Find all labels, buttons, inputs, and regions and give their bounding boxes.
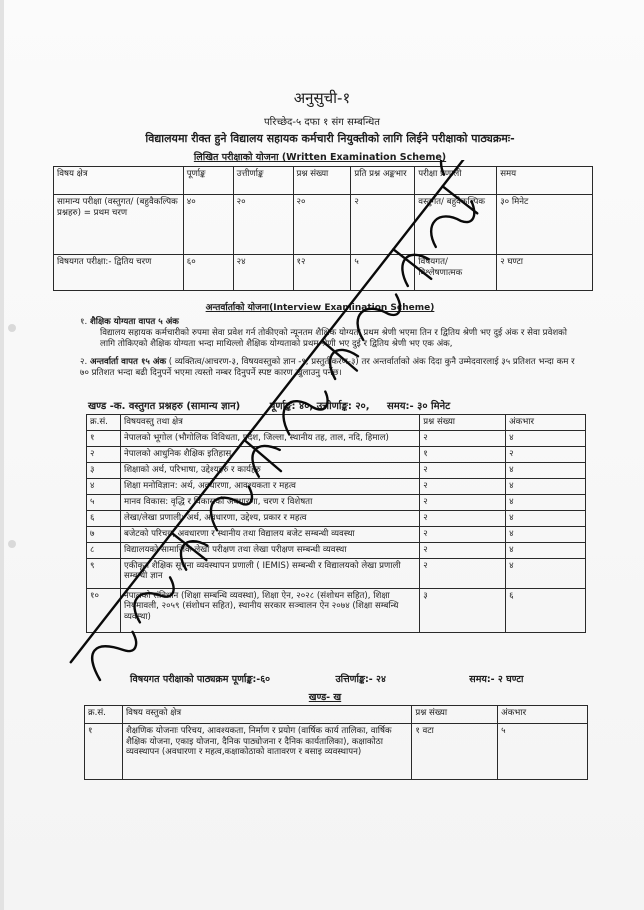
table-cell: ५ xyxy=(351,255,415,291)
table-row xyxy=(87,494,586,510)
table-row xyxy=(87,478,586,494)
interview-item-1 xyxy=(80,317,580,351)
table-cell: ६ xyxy=(87,510,121,526)
table-cell: ४ xyxy=(506,462,586,478)
syllabus-heading: विद्यालयमा रीक्त हुने विद्यालय सहायक कर्मचारी नियुक्तीको लागि लिईने परीक्षाको पाठ्यक्रमः- xyxy=(145,132,515,145)
header-cell: पूर्णाङ्क xyxy=(183,167,233,195)
section-ka-label: खण्ड -क. वस्तुगत प्रश्नहरु (सामान्य ज्ञान) xyxy=(88,401,241,412)
table-cell: शिक्षाको अर्थ, परिभाषा, उद्देश्यहरु र कार्यहरु xyxy=(120,462,419,478)
page-title: अनुसुची-१ xyxy=(293,89,351,107)
table-cell: १२ xyxy=(293,255,351,291)
written-exam-table xyxy=(53,166,593,291)
table-cell: विषयगत परीक्षा:- द्वितिय चरण xyxy=(54,255,184,291)
table-row xyxy=(87,526,586,542)
table-cell: १ xyxy=(87,430,121,446)
section-kha-time: समय:- २ घण्टा xyxy=(469,674,524,685)
table-row xyxy=(87,542,586,558)
table-cell: ८ xyxy=(87,542,121,558)
section-kha-pass-marks: उत्तिर्णाङ्क:- २४ xyxy=(335,674,386,685)
table-cell: २ xyxy=(420,494,506,510)
header-cell: उत्तीर्णाङ्क xyxy=(233,167,293,195)
section-ka-table xyxy=(86,414,586,633)
header-cell: अंकभार xyxy=(498,706,588,724)
table-cell: २ xyxy=(506,446,586,462)
table-header-row xyxy=(54,167,593,195)
table-row xyxy=(54,255,593,291)
header-cell: परीक्षा प्रणाली xyxy=(415,167,497,195)
table-cell: ९ xyxy=(87,558,121,588)
table-cell: बजेटको परिचय, अवधारणा र स्थानीय तथा विद्यालय बजेट सम्बन्धी व्यवस्था xyxy=(120,526,419,542)
table-cell: शैक्षणिक योजनाः परिचय, आवश्यकता, निर्माण र प्रयोग (वार्षिक कार्य तालिका, वार्षिक शैक्षिक योजना, एकाइ योजना, दैनिक पाठ्योजना र दैनिक कार्यतालिका), कक्षाकोठा व्यवस्थापन (अवधारणा र महत्व,कक्षाकोठाको वातावरण र बसाइ व्यवस्थापन) xyxy=(122,724,411,780)
section-ka-full-marks: पूर्णाङ्क: ४०, xyxy=(269,401,314,412)
table-cell: ५ xyxy=(498,724,588,780)
table-cell: ४ xyxy=(506,430,586,446)
interview-item-2 xyxy=(80,357,585,379)
header-cell: प्रति प्रश्न अङ्कभार xyxy=(351,167,415,195)
item-label: अन्तर्वार्ता वापत १५ अंक xyxy=(89,357,167,367)
header-cell: समय xyxy=(497,167,593,195)
table-row xyxy=(85,724,588,780)
table-cell: ७ xyxy=(87,526,121,542)
section-kha-label: विषयगत परीक्षाको पाठ्यक्रम पूर्णाङ्क:-६० xyxy=(130,674,271,685)
interview-scheme-title: अन्तर्वार्ताको योजना(Interview Examination Scheme) xyxy=(205,303,435,313)
section-kha-subtitle: खण्ड- ख xyxy=(308,692,342,703)
punch-hole xyxy=(8,324,16,332)
table-cell: विषयगत/ विश्लेषणात्मक xyxy=(415,255,497,291)
table-cell: ४ xyxy=(506,526,586,542)
table-row xyxy=(87,510,586,526)
section-ka-pass-marks: उत्तीर्णाङ्क: २०, xyxy=(316,401,370,412)
section-kha-header xyxy=(130,672,600,685)
section-ka-time: समय:- ३० मिनेट xyxy=(387,401,451,412)
table-cell: ३ xyxy=(87,462,121,478)
table-cell: ३ xyxy=(420,588,506,632)
table-cell: ४ xyxy=(506,558,586,588)
table-cell: नेपालको आधुनिक शैक्षिक इतिहास xyxy=(120,446,419,462)
table-cell: २ xyxy=(351,195,415,255)
table-cell: २ घण्टा xyxy=(497,255,593,291)
table-cell: ४ xyxy=(506,510,586,526)
header-cell: विषयवस्तु तथा क्षेत्र xyxy=(120,415,419,431)
header-cell: क्र.सं. xyxy=(85,706,123,724)
table-cell: २० xyxy=(293,195,351,255)
section-ka-header xyxy=(88,398,598,412)
table-cell: २ xyxy=(420,478,506,494)
table-cell: १ xyxy=(420,446,506,462)
table-cell: ४० xyxy=(183,195,233,255)
item-number: १. xyxy=(80,317,88,327)
table-cell: १ xyxy=(85,724,123,780)
header-cell: विषय क्षेत्र xyxy=(54,167,184,195)
table-cell: वस्तुगत/ बहुवैकल्पिक xyxy=(415,195,497,255)
written-scheme-title: लिखित परीक्षाको योजना (Written Examination Scheme) xyxy=(193,152,447,163)
table-cell: ४ xyxy=(506,542,586,558)
table-header-row xyxy=(85,706,588,724)
table-cell: लेखा/लेखा प्रणाली: अर्थ, अवधारणा, उद्देश्य, प्रकार र महत्व xyxy=(120,510,419,526)
section-kha-table xyxy=(84,705,588,780)
table-cell: २ xyxy=(420,430,506,446)
table-cell: विद्यालयको सामाजिक लेखा परीक्षण तथा लेखा परीक्षण सम्बन्धी व्यवस्था xyxy=(120,542,419,558)
table-cell: ३० मिनेट xyxy=(497,195,593,255)
table-row xyxy=(87,588,586,632)
table-cell: २४ xyxy=(233,255,293,291)
table-cell: २ xyxy=(87,446,121,462)
table-row xyxy=(54,195,593,255)
header-cell: विषय वस्तुको क्षेत्र xyxy=(122,706,411,724)
table-cell: २ xyxy=(420,526,506,542)
table-cell: २ xyxy=(420,510,506,526)
table-cell: २ xyxy=(420,542,506,558)
table-cell: १ वटा xyxy=(412,724,498,780)
table-cell: ५ xyxy=(87,494,121,510)
punch-hole xyxy=(8,540,16,548)
table-row xyxy=(87,446,586,462)
item-number: २. xyxy=(80,357,88,367)
item-text: ( व्यक्तित्व/आचरण-३, विषयवस्तुको ज्ञान -९, प्रस्तुतीकरण-३) तर अन्तर्वार्ताको अंक दिदा कुनै उम्मेदवारलाई ३५ प्रतिशत भन्दा कम र ७० प्रतिशत भन्दा बढी दिनुपर्ने भएमा त्यस्तो नम्बर दिनुपर्ने स्पष्ट कारण खुलाउनु पर्नेछ। xyxy=(80,357,575,379)
table-cell: १० xyxy=(87,588,121,632)
table-row xyxy=(87,558,586,588)
table-cell: ६ xyxy=(506,588,586,632)
table-cell: मानव विकास: वृद्धि र विकासको अवधारणा, चरण र विशेषता xyxy=(120,494,419,510)
table-row xyxy=(87,462,586,478)
table-cell: सामान्य परीक्षा (वस्तुगत/ (बहुवैकल्पिक प्रश्नहरु) = प्रथम चरण xyxy=(54,195,184,255)
item-label: शैक्षिक योग्यता वापत ५ अंक xyxy=(89,317,179,327)
page-subtitle: परिच्छेद-५ दफा १ संग सम्बन्धित xyxy=(263,117,380,128)
header-cell: प्रश्न संख्या xyxy=(412,706,498,724)
scan-edge-shadow xyxy=(0,0,4,910)
header-cell: प्रश्न संख्या xyxy=(293,167,351,195)
item-text: विद्यालय सहायक कर्मचारीको रुपमा सेवा प्रवेश गर्न तोकीएको न्यूनतम शैक्षिक योग्यता प्रथम श्रेणी भएमा तिन र द्वितिय श्रेणी भए दुई अंक र सेवा प्रवेशको लागि तोकिएको शैक्षिक योग्यता भन्दा माथिल्लो शैक्षिक योग्यताको प्रथम श्रेणी भए दुई र द्वितिय श्रेणी भए एक अंक, xyxy=(100,328,568,350)
table-cell: नेपालको भूगोल (भौगोलिक विविधता, प्रदेश, जिल्ला, स्थानीय तह, ताल, नदि, हिमाल) xyxy=(120,430,419,446)
table-cell: २ xyxy=(420,462,506,478)
table-cell: २ xyxy=(420,558,506,588)
table-row xyxy=(87,430,586,446)
table-cell: २० xyxy=(233,195,293,255)
header-cell: प्रश्न संख्या xyxy=(420,415,506,431)
table-cell: एकीकृत शैक्षिक सूचना व्यवस्थापन प्रणाली ( IEMIS) सम्बन्धी र विद्यालयको लेखा प्रणाली सम्बन्धी ज्ञान xyxy=(120,558,419,588)
table-header-row xyxy=(87,415,586,431)
table-cell: शिक्षा मनोविज्ञान: अर्थ, अवधारणा, आवश्यकता र महत्व xyxy=(120,478,419,494)
table-cell: ६० xyxy=(183,255,233,291)
table-cell: ४ xyxy=(506,478,586,494)
table-cell: नेपालको संविधान (शिक्षा सम्बन्धि व्यवस्था), शिक्षा ऐन, २०२८ (संशोधन सहित), शिक्षा नियमावली, २०५९ (संशोधन सहित), स्थानीय सरकार सञ्चालन ऐन २०७४ (शिक्षा सम्बन्धि व्यवस्था) xyxy=(120,588,419,632)
table-cell: ४ xyxy=(506,494,586,510)
table-cell: ४ xyxy=(87,478,121,494)
header-cell: क्र.सं. xyxy=(87,415,121,431)
header-cell: अंकभार xyxy=(506,415,586,431)
